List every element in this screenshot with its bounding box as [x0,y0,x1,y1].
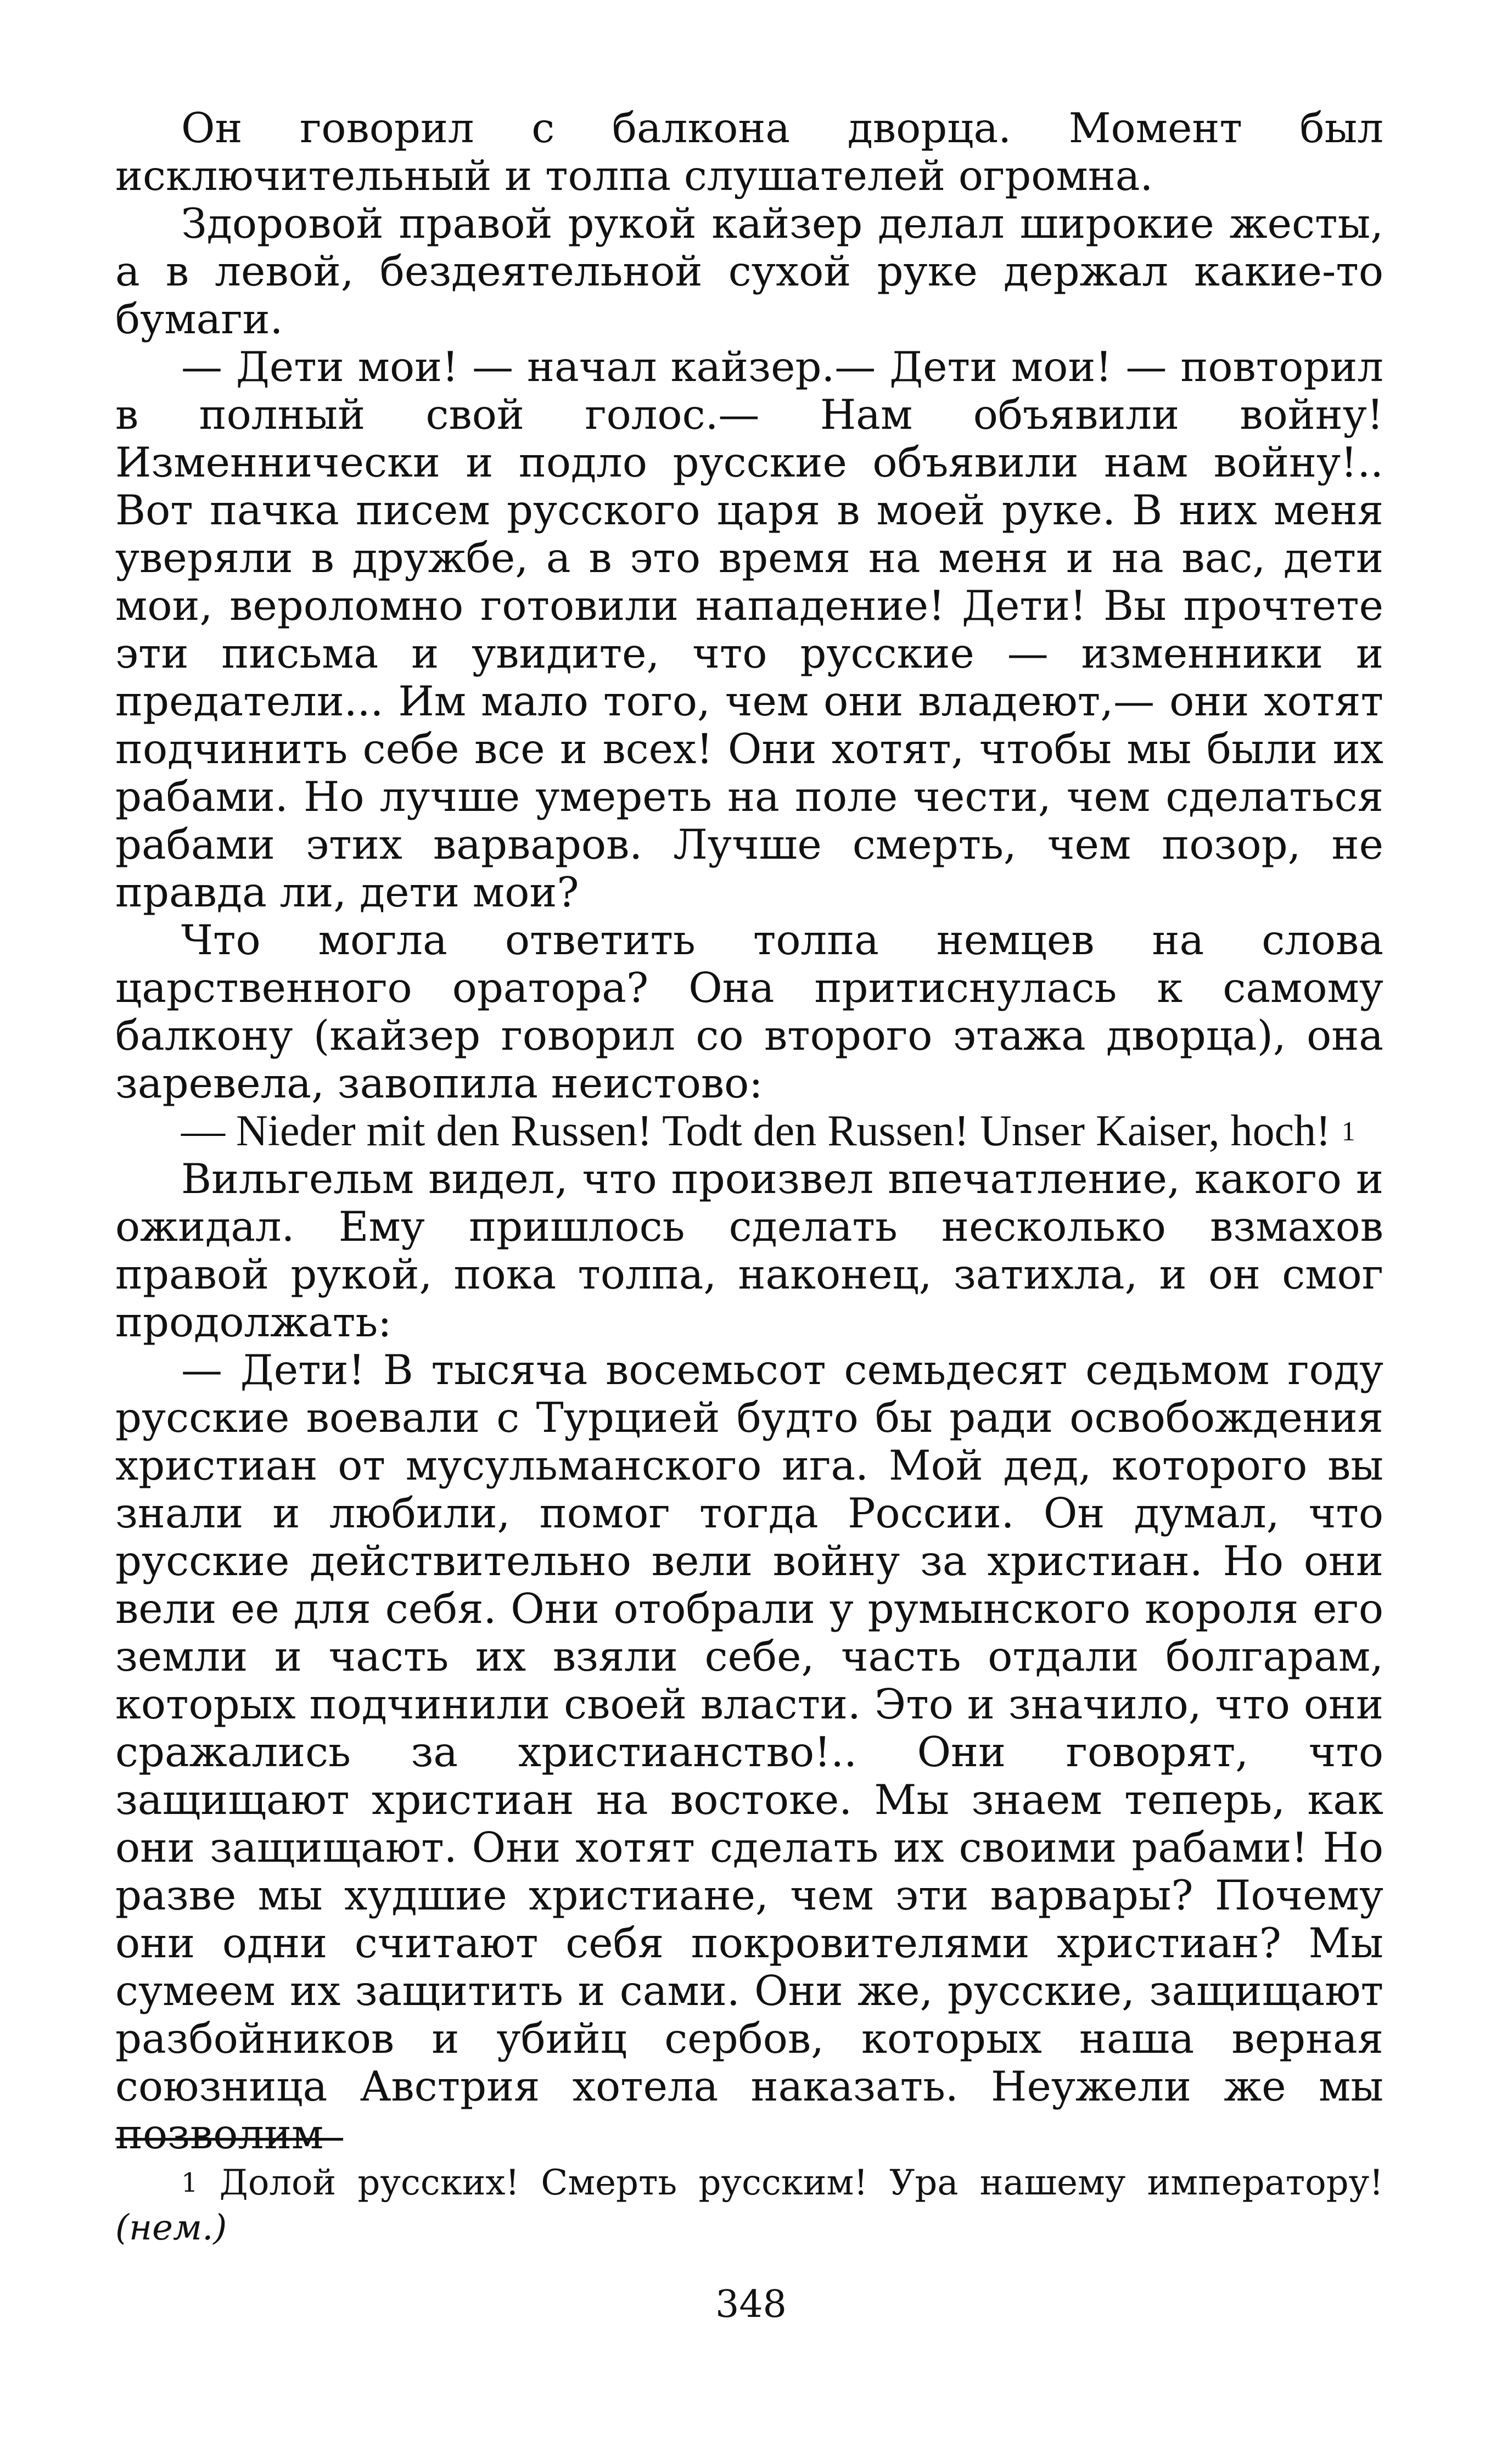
paragraph-1: Он говорил с балкона дворца. Момент был исключительный и толпа слушателей огромна. [115,104,1383,200]
paragraph-5: Вильгельм видел, что произвел впечатление, какого и ожидал. Ему пришлось сделать несколько взмахов правой рукой, пока толпа, наконец, затихла, и он смог продолжать: [115,1155,1383,1346]
paragraph-4: Что могла ответить толпа немцев на слова царственного оратора? Она притиснулась к самому балкону (кайзер говорил со второго этажа дворца), она заревела, завопила неистово: [115,916,1383,1107]
footnote-reference: 1 [1341,1116,1355,1146]
german-quote: — Nieder mit den Russen! Todt den Russen! Unser Kaiser, hoch! [181,1107,1331,1155]
german-quote-paragraph [115,1107,1383,1155]
footnote [115,2160,1383,2250]
paragraph-2: Здоровой правой рукой кайзер делал широкие жесты, а в левой, бездеятельной сухой руке держал какие-то бумаги. [115,199,1383,343]
main-text [115,104,1383,2158]
footnote-text: Долой русских! Смерть русским! Ура нашему императору! [219,2163,1384,2203]
page-number: 348 [715,2283,787,2326]
footnote-marker: 1 [181,2168,198,2198]
paragraph-3: — Дети мои! — начал кайзер.— Дети мои! — повторил в полный свой голос.— Нам объявили войну! Изменнически и подло русские объявили нам войну!.. Вот пачка писем русского царя в моей руке. В них меня уверяли в дружбе, а в это время на меня и на вас, дети мои, вероломно готовили нападение! Дети! Вы прочтете эти письма и увидите, что русские — изменники и предатели... Им мало того, чем они владеют,— они хотят подчинить себе все и всех! Они хотят, чтобы мы были их рабами. Но лучше умереть на поле чести, чем сделаться рабами этих варваров. Лучше смерть, чем позор, не правда ли, дети мои? [115,343,1383,916]
footnote-language-note: (нем.) [115,2208,227,2248]
footnote-divider [115,2138,343,2141]
paragraph-6: — Дети! В тысяча восемьсот семьдесят седьмом году русские воевали с Турцией будто бы ради освобождения христиан от мусульманского ига. Мой дед, которого вы знали и любили, помог тогда России. Он думал, что русские действительно вели войну за христиан. Но они вели ее для себя. Они отобрали у румынского короля его земли и часть их взяли себе, часть отдали болгарам, которых подчинили своей власти. Это и значило, что они сражались за христианство!.. Они говорят, что защищают христиан на востоке. Мы знаем теперь, как они защищают. Они хотят сделать их своими рабами! Но разве мы худшие христиане, чем эти варвары? Почему они одни считают себя покровителями христиан? Мы сумеем их защитить и сами. Они же, русские, защищают разбойников и убийц сербов, которых наша верная союзница Австрия хотела наказать. Неужели же мы позволим [115,1346,1383,2158]
